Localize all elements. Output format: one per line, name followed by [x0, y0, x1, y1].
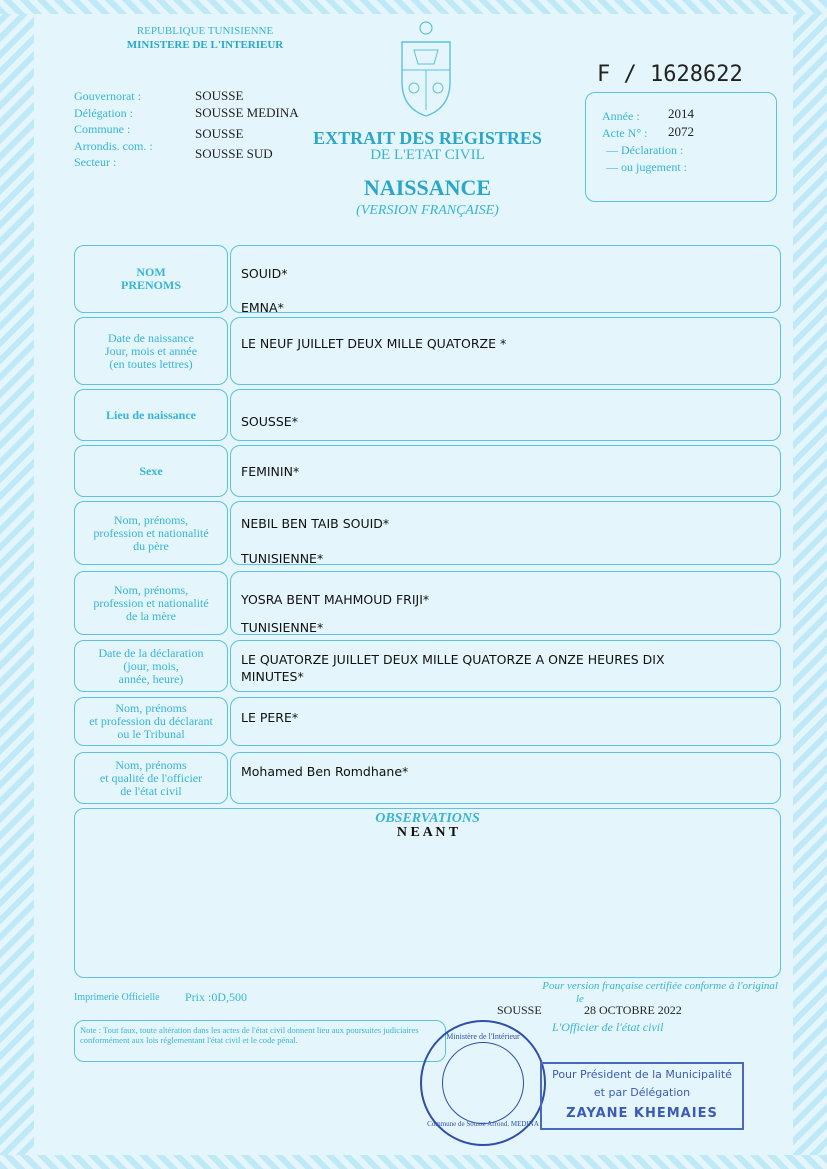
observations-value: N E A N T — [396, 825, 459, 840]
row-label-date-naissance: Date de naissance Jour, mois et année (en toutes lettres) — [74, 317, 228, 385]
row-value-declarant — [230, 697, 781, 746]
title-version: (VERSION FRANÇAISE) — [356, 203, 499, 218]
row-value-declaration — [230, 640, 781, 692]
republic-label: REPUBLIQUE TUNISIENNE — [136, 25, 274, 37]
prenom-value: EMNA* — [241, 300, 284, 315]
title-etat-civil: DE L'ETAT CIVIL — [370, 147, 485, 163]
stamp-line2: et par Délégation — [593, 1086, 691, 1099]
admin-label-gouvernorat: Gouvernorat : — [74, 89, 141, 103]
prix-label: Prix :0D,500 — [185, 990, 248, 1004]
serial-number: F / 1628622 — [597, 62, 743, 87]
admin-label-arrondissement: Arrondis. com. : — [74, 139, 153, 153]
row-label-nom-prenoms: NOM PRENOMS — [74, 245, 228, 313]
admin-value-delegation: SOUSSE MEDINA — [195, 105, 299, 120]
admin-label-delegation: Délégation : — [74, 106, 133, 120]
row-label-lieu-naissance: Lieu de naissance — [74, 389, 228, 441]
stamp-round-bottom-text: Commune de Sousse Arrond. MEDINA — [427, 1120, 539, 1128]
acte-label: Acte N° : — [602, 126, 648, 140]
declaration-label: — Déclaration : — [606, 143, 684, 157]
admin-label-commune: Commune : — [74, 122, 131, 136]
declarant-value: LE PERE* — [241, 710, 299, 725]
acte-box — [585, 92, 777, 202]
date-value: 28 OCTOBRE 2022 — [584, 1003, 682, 1017]
place-value: SOUSSE — [497, 1003, 542, 1017]
left-guilloche-border — [0, 0, 34, 1169]
row-value-lieu-naissance — [230, 389, 781, 441]
lieu-naissance-value: SOUSSE* — [241, 414, 298, 429]
stamp-round-top-text: Ministère de l'Intérieur — [446, 1032, 520, 1041]
imprimerie-label: Imprimerie Officielle — [74, 992, 160, 1003]
row-label-mere: Nom, prénoms, profession et nationalité de la mère — [74, 571, 228, 635]
declaration-value-line1: LE QUATORZE JUILLET DEUX MILLE QUATORZE A ONZE HEURES DIX — [241, 652, 665, 667]
officier-signature-label: L'Officier de l'état civil — [552, 1020, 664, 1034]
row-label-declarant: Nom, prénoms et profession du déclarant ou le Tribunal — [74, 697, 228, 746]
observations-box — [74, 808, 781, 978]
date-naissance-value: LE NEUF JUILLET DEUX MILLE QUATORZE * — [241, 336, 507, 351]
observations-label: OBSERVATIONS — [375, 811, 480, 826]
admin-label-secteur: Secteur : — [74, 155, 117, 169]
stamp-emblem-ring — [442, 1042, 524, 1124]
stamp-line1: Pour Président de la Municipalité — [552, 1068, 732, 1081]
top-guilloche-border — [0, 0, 827, 14]
certification-text: Pour version française certifiée conforme à l'original — [542, 980, 778, 992]
row-value-mere — [230, 571, 781, 635]
officier-value: Mohamed Ben Romdhane* — [241, 764, 409, 779]
sexe-value: FEMININ* — [241, 464, 300, 479]
annee-value: 2014 — [668, 106, 694, 121]
row-value-sexe — [230, 445, 781, 497]
row-value-officier — [230, 752, 781, 804]
acte-value: 2072 — [668, 124, 694, 139]
stamp-name: ZAYANE KHEMAIES — [566, 1106, 718, 1121]
legal-note-box — [74, 1020, 446, 1062]
row-value-date-naissance — [230, 317, 781, 385]
mere-nationality-value: TUNISIENNE* — [241, 620, 324, 635]
row-label-sexe: Sexe — [74, 445, 228, 497]
rectangular-signature-stamp — [540, 1062, 744, 1130]
annee-label: Année : — [602, 109, 640, 123]
admin-value-arrondissement: SOUSSE SUD — [195, 146, 273, 161]
title-extrait: EXTRAIT DES REGISTRES — [313, 128, 542, 148]
le-label: le — [576, 993, 584, 1005]
pere-name-value: NEBIL BEN TAIB SOUID* — [241, 516, 390, 531]
ministry-label: MINISTERE DE L'INTERIEUR — [126, 39, 284, 51]
bottom-guilloche-border — [0, 1155, 827, 1169]
row-label-officier: Nom, prénoms et qualité de l'officier de l'état civil — [74, 752, 228, 804]
tunisian-coat-of-arms-icon — [396, 20, 456, 120]
right-guilloche-border — [793, 0, 827, 1169]
row-value-pere — [230, 501, 781, 565]
admin-value-commune: SOUSSE — [195, 126, 244, 141]
legal-note: Note : Tout faux, toute altération dans les actes de l'état civil donnent lieu aux poursuites judiciaires conformément aux lois réglementant l'état civil et le code pénal. — [80, 1025, 419, 1045]
title-naissance: NAISSANCE — [363, 175, 492, 200]
jugement-label: — ou jugement : — [606, 160, 687, 174]
mere-name-value: YOSRA BENT MAHMOUD FRIJI* — [241, 592, 430, 607]
nom-value: SOUID* — [241, 266, 288, 281]
row-value-nom-prenoms — [230, 245, 781, 313]
declaration-value-line2: MINUTES* — [241, 669, 304, 684]
admin-value-gouvernorat: SOUSSE — [195, 88, 244, 103]
pere-nationality-value: TUNISIENNE* — [241, 551, 324, 566]
round-official-stamp — [420, 1020, 546, 1146]
row-label-pere: Nom, prénoms, profession et nationalité du père — [74, 501, 228, 565]
row-label-declaration: Date de la déclaration (jour, mois, année, heure) — [74, 640, 228, 692]
